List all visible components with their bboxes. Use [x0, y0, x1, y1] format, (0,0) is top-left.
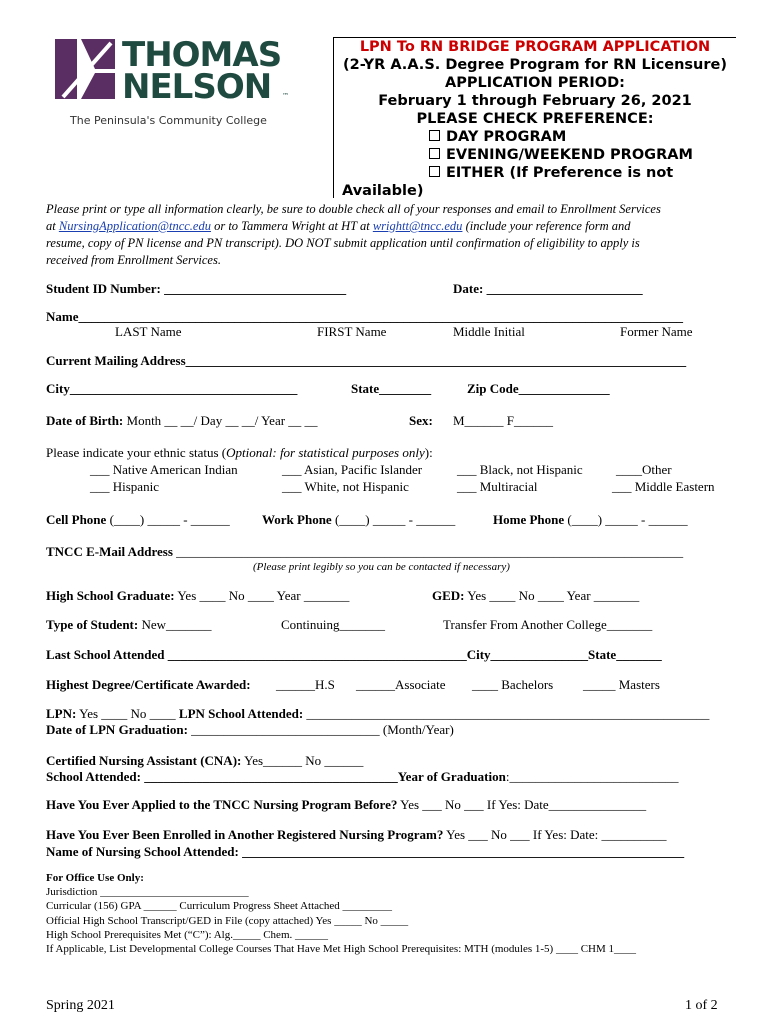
cna-school-field[interactable]: [46, 769, 678, 785]
instructions-line-2c: (include your reference form and: [462, 219, 631, 233]
first-name-label: FIRST Name: [317, 324, 387, 339]
pref-evening-program[interactable]: [429, 146, 729, 164]
student-id-field[interactable]: Student ID Number: ____________________________: [46, 281, 347, 296]
cell-phone-value: (____) _____ - ______: [106, 512, 230, 527]
instructions-line-1: Please print or type all information clearly, be sure to double check all of your responses and email to Enrollment Services: [46, 202, 661, 216]
sex-field[interactable]: M______ F______: [453, 413, 554, 428]
dob-field[interactable]: [46, 413, 318, 429]
work-phone-field[interactable]: [262, 512, 455, 528]
student-type-new-value: New_______: [138, 617, 212, 632]
cna-school-label: School Attended: _______________________________________Year of Graduation: [46, 769, 506, 784]
program-subtitle: (2-YR A.A.S. Degree Program for RN Licensure): [343, 57, 727, 73]
enrolled-before-value: Yes ___ No ___ If Yes: Date: __________: [443, 827, 667, 842]
ethnic-hispanic[interactable]: ___ Hispanic: [90, 479, 159, 494]
work-phone-label: Work Phone: [262, 512, 332, 527]
ged-label: GED:: [432, 588, 465, 603]
ethnic-white[interactable]: ___ White, not Hispanic: [282, 479, 409, 494]
mailing-address-field[interactable]: Current Mailing Address_____________________________________________________________________________: [46, 353, 687, 368]
ethnic-prompt-c: ):: [424, 445, 433, 460]
former-name-label: Former Name: [620, 324, 693, 339]
name-field[interactable]: Name_____________________________________________________________________________________________: [46, 309, 683, 324]
lpn-graduation-field[interactable]: [46, 722, 454, 738]
dob-label: Date of Birth:: [46, 413, 124, 428]
work-phone-value: (____) _____ - ______: [331, 512, 456, 527]
office-transcript: Official High School Transcript/GED in File (copy attached) Yes _____ No _____: [46, 915, 409, 927]
lpn-value: Yes ____ No ____: [76, 706, 179, 721]
student-type-transfer[interactable]: Transfer From Another College_______: [443, 617, 653, 632]
middle-initial-label: Middle Initial: [453, 324, 525, 339]
degree-hs[interactable]: ______H.S: [276, 677, 335, 692]
lpn-grad-label: Date of LPN Graduation:: [46, 722, 188, 737]
pref-day-label: DAY PROGRAM: [446, 129, 567, 145]
cna-value: Yes______ No ______: [241, 753, 364, 768]
ethnic-status-prompt: [46, 445, 433, 461]
lpn-field[interactable]: [46, 706, 709, 722]
high-school-graduate-field[interactable]: [46, 588, 349, 604]
pref-either-label: EITHER (If Preference is not: [446, 165, 674, 181]
ethnic-prompt-a: Please indicate your ethnic status (: [46, 445, 227, 460]
cna-school-tail: :__________________________: [505, 769, 679, 784]
instructions-paragraph: [46, 201, 736, 269]
ethnic-asian-pacific[interactable]: ___ Asian, Pacific Islander: [282, 462, 423, 477]
cna-field[interactable]: [46, 753, 363, 769]
office-prerequisites: High School Prerequisites Met (“C”): Alg._____ Chem. ______: [46, 929, 328, 941]
lpn-school-label: LPN School Attended:: [178, 706, 304, 721]
ethnic-multiracial[interactable]: ___ Multiracial: [457, 479, 538, 494]
tncc-email-value: ______________________________________________________________________________: [172, 544, 684, 559]
applied-before-value: Yes ___ No ___ If Yes: Date_______________: [397, 797, 647, 812]
cna-label: Certified Nursing Assistant (CNA):: [46, 753, 242, 768]
checkbox-either[interactable]: [429, 166, 440, 177]
ethnic-black[interactable]: ___ Black, not Hispanic: [457, 462, 583, 477]
degree-masters[interactable]: _____ Masters: [583, 677, 660, 692]
application-period-dates: February 1 through February 26, 2021: [378, 93, 692, 109]
last-name-label: LAST Name: [115, 324, 182, 339]
ethnic-middle-eastern[interactable]: ___ Middle Eastern: [612, 479, 715, 494]
zip-field[interactable]: Zip Code______________: [467, 381, 610, 396]
enrolled-before-field[interactable]: [46, 827, 667, 843]
lpn-school-value: ______________________________________________________________: [303, 706, 710, 721]
dob-value: Month __ __/ Day __ __/ Year __ __: [123, 413, 318, 428]
ethnic-other[interactable]: ____Other: [616, 462, 672, 477]
ged-field[interactable]: [432, 588, 639, 604]
highest-degree-label: Highest Degree/Certificate Awarded:: [46, 677, 251, 692]
state-field[interactable]: State________: [351, 381, 432, 396]
preference-heading: PLEASE CHECK PREFERENCE:: [416, 111, 654, 127]
enrolled-before-label: Have You Ever Been Enrolled in Another Registered Nursing Program?: [46, 827, 444, 842]
footer-page-number: 1 of 2: [685, 998, 718, 1013]
office-use-heading: For Office Use Only:: [46, 872, 144, 884]
ethnic-prompt-b: Optional: for statistical purposes only: [226, 445, 425, 460]
applied-before-label: Have You Ever Applied to the TNCC Nursing Program Before?: [46, 797, 398, 812]
home-phone-label: Home Phone: [493, 512, 565, 527]
pref-either-continued: Available): [342, 183, 424, 199]
pref-day-program[interactable]: [429, 128, 729, 146]
logo-text-thomas: THOMAS: [122, 35, 282, 75]
checkbox-evening[interactable]: [429, 148, 440, 159]
footer-term: Spring 2021: [46, 998, 115, 1013]
home-phone-field[interactable]: [493, 512, 688, 528]
applied-before-field[interactable]: [46, 797, 646, 813]
last-school-field[interactable]: Last School Attended ______________________________________________City_______________State_______: [46, 647, 662, 662]
instructions-line-2a: at: [46, 219, 59, 233]
ged-value: Yes ____ No ____ Year _______: [464, 588, 640, 603]
cell-phone-field[interactable]: [46, 512, 230, 528]
degree-bachelors[interactable]: ____ Bachelors: [472, 677, 554, 692]
tncc-email-label: TNCC E-Mail Address: [46, 544, 173, 559]
instructions-line-3: resume, copy of PN license and PN transcript). DO NOT submit application until confirmation of eligibility to apply is: [46, 236, 640, 250]
student-type-continuing[interactable]: Continuing_______: [281, 617, 386, 632]
application-period-label: APPLICATION PERIOD:: [445, 75, 625, 91]
cell-phone-label: Cell Phone: [46, 512, 107, 527]
instructions-line-2b: or to Tammera Wright at HT at: [210, 219, 373, 233]
application-title-box: [333, 37, 736, 198]
instructions-line-4: received from Enrollment Services.: [46, 253, 221, 267]
program-title: LPN To RN BRIDGE PROGRAM APPLICATION: [359, 39, 711, 55]
pref-evening-label: EVENING/WEEKEND PROGRAM: [446, 147, 693, 163]
office-developmental-courses: If Applicable, List Developmental College Courses That Have Met High School Prerequisites: MTH (modules 1-5) ____ CHM 1____: [46, 943, 637, 955]
lpn-label: LPN:: [46, 706, 77, 721]
logo-trademark: ™: [282, 92, 289, 100]
lpn-grad-value: _____________________________ (Month/Year): [187, 722, 454, 737]
date-field[interactable]: Date: ________________________: [453, 281, 643, 296]
city-field[interactable]: City___________________________________: [46, 381, 298, 396]
home-phone-value: (____) _____ - ______: [564, 512, 688, 527]
pref-either-program[interactable]: [429, 164, 729, 182]
office-jurisdiction: Jurisdiction ___________________________: [46, 886, 249, 898]
logo-mark-icon: [55, 39, 115, 99]
enrollment-email-link[interactable]: NursingApplication@tncc.edu: [58, 219, 211, 233]
checkbox-day[interactable]: [429, 130, 440, 141]
student-type-new[interactable]: [46, 617, 212, 633]
logo-text-nelson: NELSON: [122, 67, 272, 107]
logo-tagline: The Peninsula's Community College: [70, 114, 267, 127]
degree-associate[interactable]: ______Associate: [356, 677, 446, 692]
tncc-email-field[interactable]: [46, 544, 683, 560]
wright-email-link[interactable]: wrightt@tncc.edu: [372, 219, 463, 233]
hs-value: Yes ____ No ____ Year _______: [174, 588, 350, 603]
office-gpa: Curricular (156) GPA ______ Curriculum Progress Sheet Attached _________: [46, 900, 393, 912]
sex-label: Sex:: [409, 413, 433, 428]
email-note: (Please print legibly so you can be contacted if necessary): [253, 561, 510, 573]
student-type-label: Type of Student:: [46, 617, 139, 632]
hs-label: High School Graduate:: [46, 588, 175, 603]
college-logo: [50, 34, 290, 134]
ethnic-native-american[interactable]: ___ Native American Indian: [90, 462, 238, 477]
nursing-school-field[interactable]: Name of Nursing School Attended: ____________________________________________________________________: [46, 844, 685, 859]
